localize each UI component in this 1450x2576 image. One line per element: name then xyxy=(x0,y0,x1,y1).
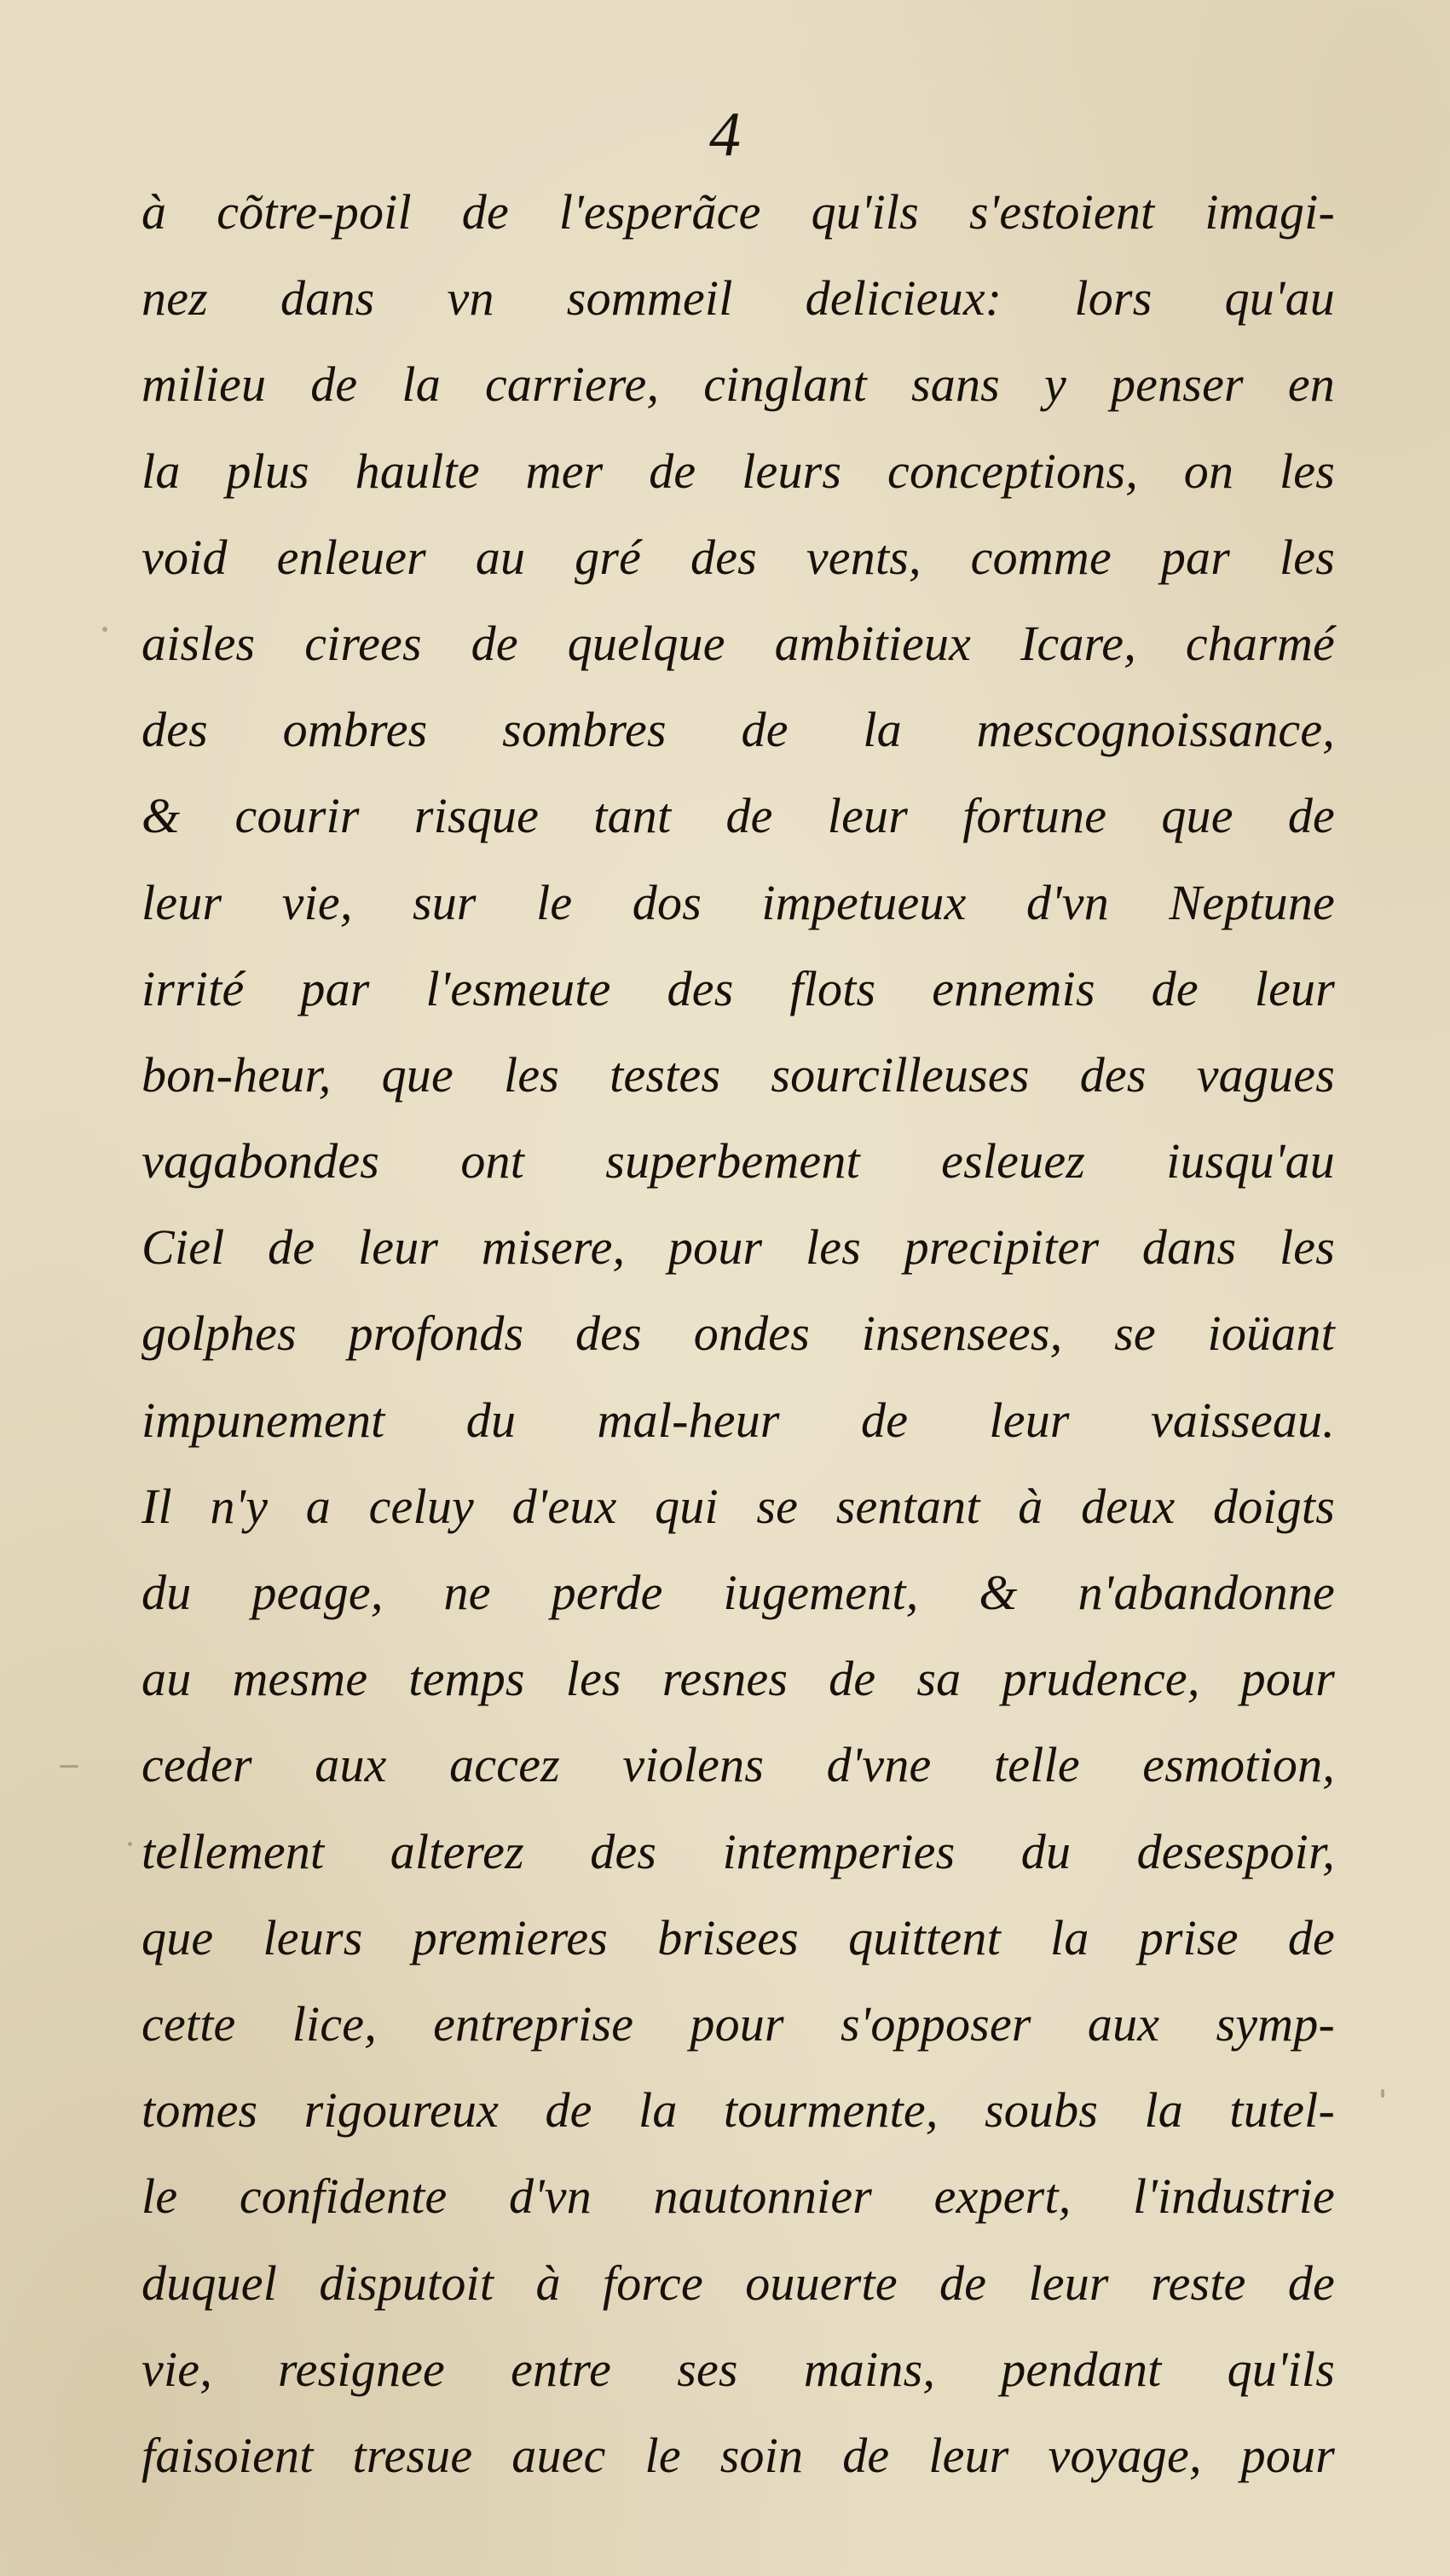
text-line: tomes rigoureux de la tourmente, soubs la tutel- xyxy=(142,2082,1335,2139)
text-line: des ombres sombres de la mescognoissance, xyxy=(142,702,1335,758)
text-line: golphes profonds des ondes insensees, se ioüant xyxy=(142,1305,1335,1362)
text-line: irrité par l'esmeute des flots ennemis de leur xyxy=(142,960,1335,1016)
paper-speck xyxy=(60,1765,78,1768)
text-line: ceder aux accez violens d'vne telle esmotion, xyxy=(142,1737,1335,1793)
text-line: nez dans vn sommeil delicieux: lors qu'au xyxy=(142,270,1335,327)
text-line: aisles cirees de quelque ambitieux Icare, charmé xyxy=(142,615,1335,671)
text-line: la plus haulte mer de leurs conceptions, on les xyxy=(142,443,1335,499)
text-line: tellement alterez des intemperies du desespoir, xyxy=(142,1823,1335,1879)
text-line: bon-heur, que les testes sourcilleuses des vagues xyxy=(142,1046,1335,1103)
text-line: que leurs premieres brisees quittent la prise de xyxy=(142,1909,1335,1965)
text-line: du peage, ne perde iugement, & n'abandonne xyxy=(142,1565,1335,1620)
text-line: à cõtre-poil de l'esperãce qu'ils s'estoient imagi- xyxy=(142,184,1335,240)
text-line: Ciel de leur misere, pour les precipiter dans les xyxy=(142,1219,1335,1276)
text-line: void enleuer au gré des vents, comme par les xyxy=(142,529,1335,585)
text-line: duquel disputoit à force ouuerte de leur reste de xyxy=(142,2255,1335,2311)
text-line: le confidente d'vn nautonnier expert, l'industrie xyxy=(142,2168,1335,2225)
text-line: & courir risque tant de leur fortune que de xyxy=(142,788,1335,844)
text-line: milieu de la carriere, cinglant sans y penser en xyxy=(142,356,1335,413)
paper-speck xyxy=(128,1842,132,1846)
text-line: cette lice, entreprise pour s'opposer aux symp- xyxy=(142,1995,1335,2052)
text-line: impunement du mal-heur de leur vaisseau. xyxy=(142,1392,1335,1448)
text-line: vagabondes ont superbement esleuez iusqu'au xyxy=(142,1133,1335,1190)
text-line: leur vie, sur le dos impetueux d'vn Neptune xyxy=(142,874,1335,930)
body-text xyxy=(142,169,1335,2498)
page-number: 4 xyxy=(709,100,741,170)
paper-speck xyxy=(102,627,107,632)
text-line: faisoient tresue auec le soin de leur voyage, pour xyxy=(142,2427,1335,2483)
text-line: Il n'y a celuy d'eux qui se sentant à deux doigts xyxy=(142,1478,1335,1534)
paper-speck xyxy=(1381,2089,1384,2098)
text-line: vie, resignee entre ses mains, pendant qu'ils xyxy=(142,2341,1335,2397)
text-line: au mesme temps les resnes de sa prudence, pour xyxy=(142,1651,1335,1707)
